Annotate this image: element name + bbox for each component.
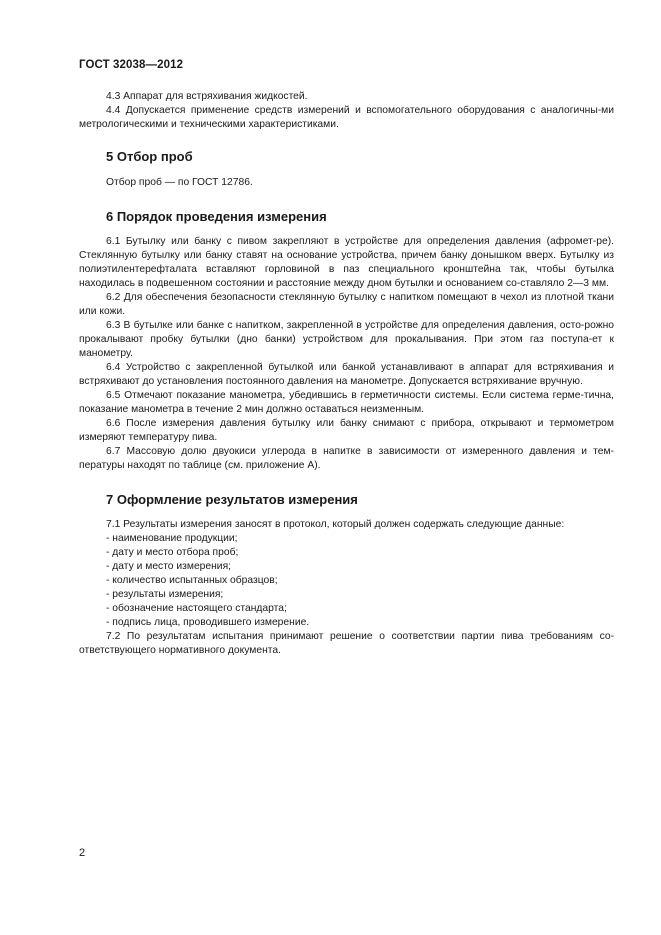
paragraph-6-4: 6.4 Устройство с закрепленной бутылкой или банкой устанавливают в аппарат для встряхивания и встряхивают до установления постоянного давления на манометре. Допускается встряхивание вручную. (79, 362, 614, 387)
paragraph-6-1: 6.1 Бутылку или банку с пивом закрепляют в устройстве для определения давления (афромет-ре). Стеклянную бутылку или банку ставят на основание устройства, причем банку донышком вверх. Бутылку из полиэтилентерефталата вставляют горловиной в паз специального кронштейна так, чтобы бутылка находилась в подвешенном состоянии и расстояние между дном бутылки и основанием со-ставляло 2—3 мм. (79, 236, 614, 289)
paragraph-7-1: 7.1 Результаты измерения заносят в протокол, который должен содержать следующие данные: (106, 519, 565, 530)
paragraph-6-3: 6.3 В бутылке или банке с напитком, закрепленной в устройстве для определения давления, осто-рожно прокалывают пробку бутылки (дно банки) устройством для прокалывания. При этом газ поступа-ет к манометру. (79, 320, 614, 359)
paragraph-6-6: 6.6 После измерения давления бутылку или банку снимают с прибора, открывают и термометром измеряют температуру пива. (79, 418, 614, 443)
section-5-text: Отбор проб — по ГОСТ 12786. (106, 177, 253, 188)
list-item: - количество испытанных образцов; (106, 575, 278, 586)
list-item: - результаты измерения; (106, 589, 224, 600)
section-5-heading: 5 Отбор проб (106, 149, 193, 164)
page-number: 2 (79, 847, 86, 859)
list-item: - обозначение настоящего стандарта; (106, 603, 287, 614)
paragraph-6-7: 6.7 Массовую долю двуокиси углерода в напитке в зависимости от измеренного давления и тем-пературы находят по таблице (см. приложение А). (79, 446, 614, 471)
section-7-heading: 7 Оформление результатов измерения (106, 492, 358, 507)
list-item: - дату и место отбора проб; (106, 547, 239, 558)
document-body (79, 90, 614, 658)
paragraph-4-4: 4.4 Допускается применение средств измерений и вспомогательного оборудования с аналогичны-ми метрологическими и техническими характеристиками. (79, 105, 614, 130)
list-item: - дату и место измерения; (106, 561, 232, 572)
paragraph-6-2: 6.2 Для обеспечения безопасности стеклянную бутылку с напитком помещают в чехол из плотной ткани или кожи. (79, 292, 614, 317)
section-6-heading: 6 Порядок проведения измерения (106, 209, 327, 224)
list-item: - подпись лица, проводившего измерение. (106, 617, 310, 628)
paragraph-4-3: 4.3 Аппарат для встряхивания жидкостей. (106, 91, 308, 102)
list-item: - наименование продукции; (106, 533, 238, 544)
paragraph-6-5: 6.5 Отмечают показание манометра, убедившись в герметичности системы. Если система герме-тична, показание манометра в течение 2 мин должно оставаться неизменным. (79, 390, 614, 415)
document-header: ГОСТ 32038—2012 (79, 59, 184, 71)
paragraph-7-2: 7.2 По результатам испытания принимают решение о соответствии партии пива требованиям со-ответствующего нормативного документа. (79, 631, 614, 656)
